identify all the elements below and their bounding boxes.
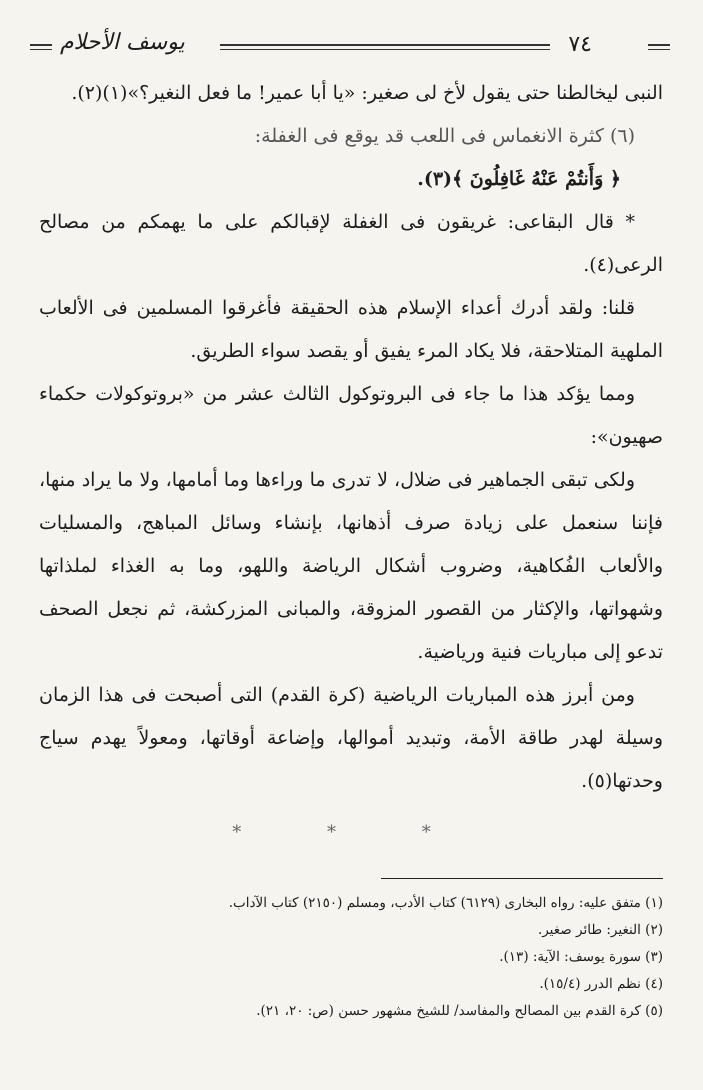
header-rule <box>220 49 550 50</box>
paragraph: النبى ليخالطنا حتى يقول لأخ لى صغير: «يا أبا عمير! ما فعل النغير؟»(١)(٢). <box>71 82 663 104</box>
footnote: (٥) كرة القدم بين المصالح والمفاسد/ للشيخ مشهور حسن (ص: ٢٠، ٢١). <box>256 1003 663 1019</box>
quran-verse <box>39 158 663 201</box>
header-rule <box>648 49 670 50</box>
footnote: (٤) نظم الدرر (١٥/٤). <box>539 976 663 992</box>
footnote: (٢) النغير: طائر صغير. <box>537 922 663 938</box>
paragraph: قلنا: ولقد أدرك أعداء الإسلام هذه الحقيقة فأغرقوا المسلمين فى الألعاب الملهية المتلاحقة، فلا يكاد المرء يفيق أو يقصد سواء الطريق. <box>39 297 663 362</box>
book-title: يوسف الأحلام <box>60 30 185 55</box>
footnote: (٣) سورة يوسف: الآية: (١٣). <box>499 949 663 965</box>
section-separator: * * * <box>232 822 471 843</box>
header-rule <box>30 44 52 46</box>
header-rule <box>220 44 550 46</box>
page-header <box>30 30 670 64</box>
verse-text: ﴿ وَأَنتُمْ عَنْهُ غَافِلُونَ ﴾(٣). <box>417 168 621 190</box>
paragraph: ومما يؤكد هذا ما جاء فى البروتوكول الثالث عشر من «بروتوكولات حكماء صهيون»: <box>39 383 663 448</box>
footnote-rule <box>381 878 663 879</box>
section-heading: (٦) كثرة الانغماس فى اللعب قد يوقع فى الغفلة: <box>254 125 635 147</box>
main-text <box>39 72 663 803</box>
header-rule <box>648 44 670 46</box>
paragraph: * قال البقاعى: غريقون فى الغفلة لإقبالكم على ما يهمكم من مصالح الرعى(٤). <box>39 211 663 276</box>
footnotes <box>39 890 663 1025</box>
paragraph: ومن أبرز هذه المباريات الرياضية (كرة القدم) التى أصبحت فى هذا الزمان وسيلة لهدر طاقة الأمة، وتبديد أموالها، وإضاعة أوقاتها، ومعولاً يهدم سياج وحدتها(٥). <box>39 684 663 792</box>
header-rule <box>30 49 52 50</box>
footnote: (١) متفق عليه: رواه البخارى (٦١٢٩) كتاب الأدب، ومسلم (٢١٥٠) كتاب الآداب. <box>228 895 663 911</box>
quoted-paragraph: ولكى تبقى الجماهير فى ضلال، لا تدرى ما وراءها وما أمامها، ولا ما يراد منها، فإننا سنعمل على زيادة صرف أذهانها، بإنشاء وسائل المباهج، والمسليات والألعاب الفُكاهية، وضروب أشكال الرياضة واللهو، وما به الغذاء لملذاتها وشهواتها، والإكثار من القصور المزوقة، والمبانى المزركشة، ثم نجعل الصحف تدعو إلى مباريات فنية ورياضية. <box>39 469 663 663</box>
page-number: ٧٤ <box>568 32 592 57</box>
